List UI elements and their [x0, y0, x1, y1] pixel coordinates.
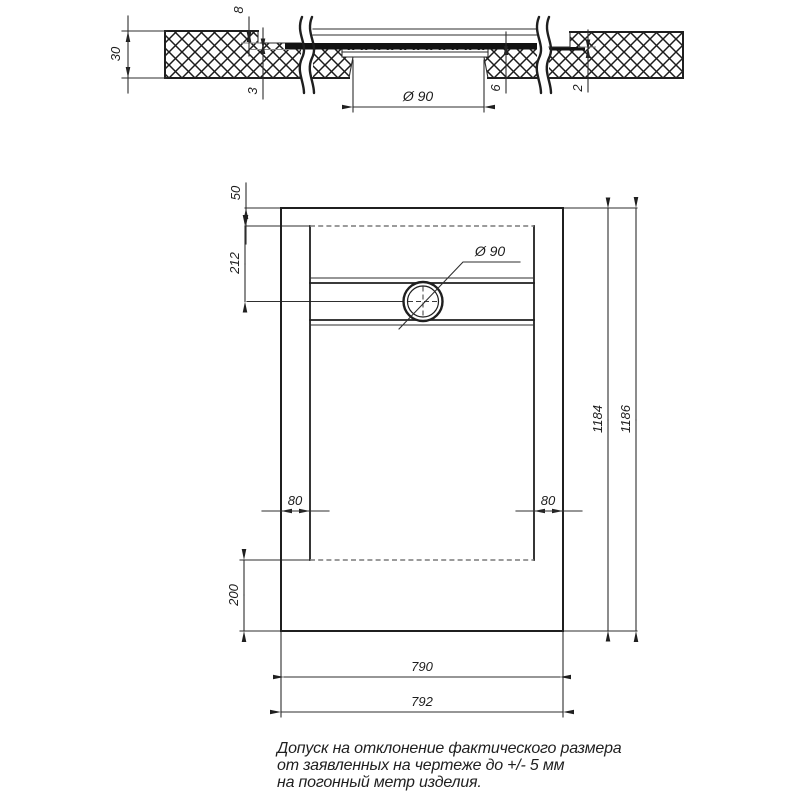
dim-label-30: 30 — [108, 46, 123, 62]
tolerance-note-line2: от заявленных на чертеже до +/- 5 мм — [277, 757, 565, 774]
plan-view — [226, 183, 637, 717]
dim-80-right — [516, 493, 582, 511]
dim-790 — [284, 659, 560, 677]
dim-label-212: 212 — [227, 252, 242, 274]
dim-label-6: 6 — [488, 84, 503, 92]
dim-1184 — [590, 209, 608, 631]
tolerance-note-line3: на погонный метр изделия. — [277, 774, 482, 791]
dim-label-790: 790 — [411, 659, 433, 674]
dim-label-200: 200 — [226, 584, 241, 606]
dim-label-792: 792 — [411, 694, 433, 709]
dim-label-drain-plan: Ø 90 — [474, 243, 506, 259]
dim-label-80-left: 80 — [287, 493, 303, 508]
extension-lines — [240, 208, 637, 717]
dim-50 — [228, 183, 246, 244]
tolerance-note-line1: Допуск на отклонение фактического размера — [277, 740, 622, 757]
tray-outer-rect — [281, 208, 563, 631]
dim-label-80-right: 80 — [540, 493, 556, 508]
dim-30 — [108, 16, 167, 93]
dim-label-1186: 1186 — [618, 405, 633, 433]
dim-label-8: 8 — [231, 6, 246, 14]
dim-label-3: 3 — [245, 87, 260, 95]
surface-layer — [285, 43, 537, 50]
dim-1186 — [618, 208, 636, 631]
dim-212 — [227, 226, 245, 302]
dim-200 — [226, 560, 244, 631]
tolerance-note — [277, 740, 697, 791]
drain-circle — [404, 282, 443, 321]
dim-label-1184: 1184 — [590, 405, 605, 433]
dim-80-left — [262, 493, 329, 511]
tray-inner-surface — [310, 226, 534, 560]
dim-label-drain-section: Ø 90 — [402, 88, 434, 104]
dim-label-2: 2 — [570, 84, 585, 92]
section-view — [108, 6, 683, 112]
dim-label-50: 50 — [228, 185, 243, 201]
dim-792 — [281, 694, 563, 712]
